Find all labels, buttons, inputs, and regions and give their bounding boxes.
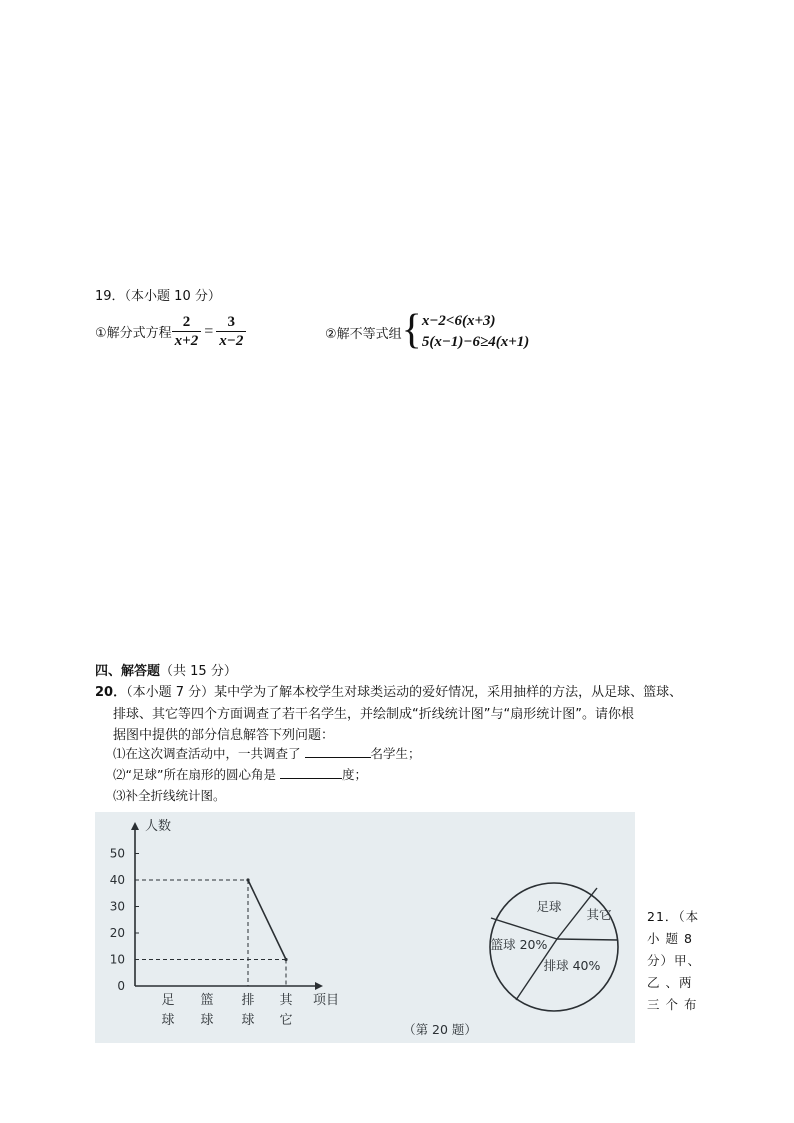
x-category-label: 排	[241, 993, 255, 1008]
answer-blank-2[interactable]	[280, 766, 342, 779]
q20-number: 20．	[95, 685, 127, 700]
q20-sub1	[113, 744, 421, 762]
section4-title: 四、解答题	[95, 664, 161, 679]
x-category-label: 其	[279, 993, 293, 1008]
fraction-right-denominator: x−2	[216, 331, 246, 350]
data-point-其它	[284, 958, 287, 961]
pie-label-3: 篮球 20%	[490, 937, 548, 952]
inequality-2: 5(x−1)−6≥4(x+1)	[421, 334, 530, 350]
equals-sign: =	[204, 322, 214, 340]
pie-divider-3	[557, 939, 618, 940]
y-tick-label: 50	[109, 846, 125, 861]
q21-line-4: 乙 、两	[647, 975, 693, 990]
fraction-left-numerator: 2	[182, 314, 191, 330]
pie-label-2: 其它	[586, 907, 612, 922]
figure-20	[95, 812, 635, 1043]
y-tick-label: 0	[117, 979, 125, 993]
inequality-1: x−2<6(x+3)	[421, 313, 496, 329]
y-axis-arrow	[131, 822, 139, 830]
inequality-system	[422, 311, 529, 353]
fraction-left	[172, 313, 202, 350]
q21-line-1: 21．（本	[647, 909, 700, 924]
answer-blank-1[interactable]	[305, 745, 371, 758]
q19-part2-label: ②解不等式组	[325, 326, 402, 342]
x-category-label: 它	[279, 1013, 293, 1028]
q20-intro-line1	[95, 681, 682, 700]
pie-divider-2	[491, 918, 557, 939]
x-axis-label: 项目	[313, 993, 340, 1008]
section4-note: （共 15 分）	[160, 664, 237, 679]
left-brace: {	[401, 307, 422, 353]
figure-20-svg	[95, 812, 635, 1043]
y-tick-label: 20	[109, 926, 125, 940]
q20-sub2	[113, 765, 367, 783]
q19-part1	[95, 313, 246, 350]
x-axis-arrow	[315, 982, 323, 990]
q20-sub2-after: 度；	[341, 767, 367, 782]
q21-line-5: 三 个 布	[647, 997, 698, 1012]
q20-sub3: ⑶补全折线统计图。	[113, 788, 226, 803]
data-line	[248, 880, 286, 960]
fraction-left-denominator: x+2	[172, 331, 202, 350]
fraction-right-numerator: 3	[227, 314, 236, 330]
pie-label-1: 足球	[536, 899, 562, 914]
pie-label-4: 排球 40%	[543, 958, 601, 973]
q20-intro-line3: 据图中提供的部分信息解答下列问题：	[113, 728, 335, 743]
x-category-label: 球	[200, 1013, 214, 1028]
q19-part1-label: ①解分式方程	[95, 326, 172, 341]
q20-intro-text1: （本小题 7 分）某中学为了解本校学生对球类运动的爱好情况，采用抽样的方法，从足球、篮球、	[126, 685, 683, 700]
x-category-label: 篮	[200, 993, 214, 1008]
q21-line-2: 小 题 8	[647, 931, 693, 946]
q21-line-3: 分）甲、	[647, 953, 702, 968]
figure-caption: （第 20 题）	[403, 1022, 477, 1037]
y-axis-label: 人数	[145, 819, 172, 834]
y-tick-label: 10	[109, 952, 125, 967]
x-category-label: 球	[161, 1013, 175, 1028]
fraction-right	[216, 313, 246, 350]
q20-sub2-text: ⑵“足球”所在扇形的圆心角是	[113, 767, 276, 782]
x-category-label: 足	[161, 993, 175, 1008]
q19-part2	[325, 307, 530, 353]
q20-sub1-after: 名学生；	[370, 746, 421, 761]
q21-column	[647, 906, 702, 1016]
x-category-label: 球	[241, 1013, 255, 1028]
section4-heading	[95, 660, 237, 679]
q20-sub1-text: ⑴在这次调查活动中，一共调查了	[113, 746, 301, 761]
y-tick-label: 30	[109, 899, 125, 914]
y-tick-label: 40	[109, 873, 125, 887]
q19-header: 19．（本小题 10 分）	[95, 289, 221, 304]
q20-intro-line2: 排球、其它等四个方面调查了若干名学生，并绘制成“折线统计图”与“扇形统计图”。请你根	[113, 707, 634, 722]
data-point-排球	[246, 878, 249, 881]
